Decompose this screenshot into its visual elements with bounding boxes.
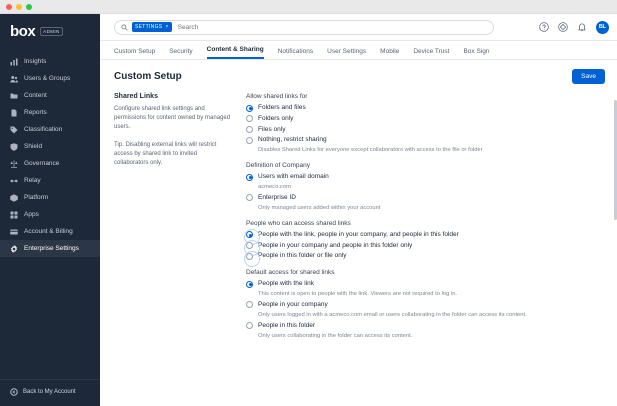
radio-icon[interactable]	[246, 242, 253, 249]
option-label: Folders and files	[258, 104, 306, 111]
sidebar-item-label: Governance	[24, 160, 60, 167]
sidebar-item-insights[interactable]	[0, 53, 100, 70]
shared-links-description: Configure shared link settings and permissions for content owned by managed users.	[114, 106, 231, 130]
option-people-with-link-company-and-folder[interactable]	[246, 231, 605, 239]
search-bar[interactable]	[114, 20, 494, 35]
section-title: People who can access shared links	[246, 219, 351, 227]
tab-security[interactable]: Security	[169, 48, 193, 55]
back-arrow-icon	[10, 388, 18, 396]
sidebar-item-label: Insights	[24, 58, 47, 65]
option-enterprise-id[interactable]	[246, 194, 605, 202]
tab-custom-setup[interactable]: Custom Setup	[114, 48, 156, 55]
brand[interactable]	[0, 14, 100, 51]
search-input[interactable]	[176, 23, 487, 32]
option-label: People with the link, people in your company, and people in this folder	[258, 230, 459, 238]
sidebar-item-account-billing[interactable]	[0, 223, 100, 240]
scale-icon	[10, 160, 18, 168]
search-icon	[121, 24, 128, 31]
settings-options-panel	[246, 93, 605, 348]
sidebar-item-reports[interactable]	[0, 104, 100, 121]
option-sublabel: acmeco.com	[258, 183, 291, 190]
sidebar-item-shield[interactable]	[0, 138, 100, 155]
radio-icon[interactable]	[246, 126, 253, 133]
close-icon[interactable]: ×	[165, 24, 169, 30]
sidebar-item-apps[interactable]	[0, 206, 100, 223]
option-nothing-restrict-sharing[interactable]	[246, 136, 605, 144]
users-icon	[10, 75, 18, 83]
shared-links-tip: Tip. Disabling external links will restrict access by shared link to invited collaborators only.	[114, 142, 217, 166]
sidebar-item-enterprise-settings[interactable]	[0, 240, 100, 257]
sidebar-item-label: Enterprise Settings	[24, 245, 79, 252]
document-icon	[10, 109, 18, 117]
save-button[interactable]: Save	[572, 69, 605, 84]
option-default-people-in-your-company[interactable]	[246, 301, 605, 309]
main-area	[100, 14, 617, 406]
tab-device-trust[interactable]: Device Trust	[413, 48, 450, 55]
section-title: Definition of Company	[246, 162, 310, 170]
app-body	[0, 14, 617, 406]
sidebar-item-content[interactable]	[0, 87, 100, 104]
radio-icon[interactable]	[246, 105, 253, 112]
option-label: People in this folder	[258, 321, 316, 329]
radio-icon[interactable]	[246, 253, 253, 260]
box-logo: box	[10, 23, 36, 40]
window-titlebar	[0, 0, 617, 14]
minimize-window-button[interactable]	[16, 4, 22, 10]
sidebar-item-label: Classification	[24, 126, 63, 133]
section-title: Allow shared links for	[246, 93, 308, 100]
vertical-scrollbar[interactable]	[614, 100, 617, 220]
tab-notifications[interactable]: Notifications	[277, 48, 314, 55]
page-header	[100, 60, 617, 91]
option-label: People in your company	[258, 300, 328, 308]
sidebar-item-label: Relay	[24, 177, 41, 184]
option-folder-or-file-only[interactable]	[246, 252, 605, 260]
radio-icon[interactable]	[246, 174, 253, 181]
section-default-access-for-shared-links	[246, 269, 605, 338]
help-icon[interactable]	[539, 22, 549, 32]
sidebar-item-label: Platform	[24, 194, 49, 201]
card-icon	[10, 228, 18, 236]
tag-icon	[10, 126, 18, 134]
option-sublabel: This content is open to people with the link. Viewers are not required to log in.	[258, 290, 458, 297]
section-people-who-can-access-shared-links	[246, 220, 605, 260]
sidebar-item-platform[interactable]	[0, 189, 100, 206]
option-label: Nothing, restrict sharing	[258, 136, 327, 144]
search-filter-chip[interactable]	[132, 22, 172, 32]
section-definition-of-company	[246, 162, 605, 211]
grid-icon	[10, 211, 18, 219]
tab-user-settings[interactable]: User Settings	[327, 48, 367, 55]
option-files-only[interactable]	[246, 126, 605, 134]
option-label: Folders only	[258, 114, 294, 122]
option-label: People in your company and people in this folder only	[258, 241, 413, 249]
radio-icon[interactable]	[246, 281, 253, 288]
sidebar-item-label: Reports	[24, 109, 47, 116]
option-folders-and-files[interactable]	[246, 104, 605, 112]
option-label: Users with email domain	[258, 173, 329, 181]
apps-icon[interactable]	[558, 22, 568, 32]
top-bar	[100, 14, 617, 41]
sidebar-item-governance[interactable]	[0, 155, 100, 172]
avatar[interactable]: BL	[596, 21, 609, 34]
tab-mobile[interactable]: Mobile	[380, 48, 400, 55]
section-title: Default access for shared links	[246, 269, 335, 277]
notifications-icon[interactable]	[577, 22, 587, 32]
option-label: Enterprise ID	[258, 193, 296, 201]
sidebar-item-label: Content	[24, 92, 47, 99]
option-sublabel: Disables Shared Links for everyone except collaborators with access to the file or folder	[258, 147, 483, 154]
radio-icon[interactable]	[246, 301, 253, 308]
sidebar-item-label: Users & Groups	[24, 75, 71, 82]
page-title: Custom Setup	[114, 71, 182, 82]
option-company-and-folder-only[interactable]	[246, 242, 605, 250]
tab-content-and-sharing[interactable]: Content & Sharing	[207, 46, 264, 59]
radio-icon[interactable]	[246, 194, 253, 201]
option-sublabel: Only users logged in with a acmeco.com email or users collaborating in the folder can access its content.	[258, 311, 527, 318]
shield-icon	[10, 143, 18, 151]
radio-icon[interactable]	[246, 115, 253, 122]
search-filter-chip-label: SETTINGS	[135, 24, 163, 30]
option-sublabel: Only users collaborating in the folder can access its content.	[258, 332, 413, 339]
option-default-people-in-this-folder[interactable]	[246, 322, 605, 330]
chart-icon	[10, 58, 18, 66]
option-label: People in this folder or file only	[258, 252, 347, 260]
maximize-window-button[interactable]	[26, 4, 32, 10]
radio-icon[interactable]	[246, 322, 253, 329]
sidebar-item-label: Shield	[24, 143, 43, 150]
back-to-my-account-label: Back to My Account	[23, 389, 76, 395]
radio-icon[interactable]	[246, 231, 253, 238]
admin-badge: ADMIN	[40, 27, 63, 36]
sidebar-item-label: Account & Billing	[24, 228, 73, 235]
sidebar-item-relay[interactable]	[0, 172, 100, 189]
section-allow-shared-links-for	[246, 93, 605, 153]
folder-icon	[10, 92, 18, 100]
sidebar-item-classification[interactable]	[0, 121, 100, 138]
settings-description-panel	[114, 93, 232, 348]
gear-icon	[10, 245, 18, 253]
close-window-button[interactable]	[6, 4, 12, 10]
cube-icon	[10, 194, 18, 202]
back-to-my-account-button[interactable]	[0, 379, 100, 406]
settings-content	[100, 91, 617, 348]
option-label: Files only	[258, 125, 286, 133]
option-default-people-with-the-link[interactable]	[246, 280, 605, 288]
tab-box-sign[interactable]: Box Sign	[463, 48, 490, 55]
sidebar-item-users-groups[interactable]	[0, 70, 100, 87]
shared-links-heading: Shared Links	[114, 93, 158, 100]
sidebar	[0, 14, 100, 406]
sidebar-item-label: Apps	[24, 211, 39, 218]
radio-icon[interactable]	[246, 137, 253, 144]
top-bar-actions	[539, 21, 609, 34]
tab-bar	[100, 41, 617, 60]
option-folders-only[interactable]	[246, 115, 605, 123]
option-label: People with the link	[258, 280, 315, 288]
relay-icon	[10, 177, 18, 185]
option-sublabel: Only managed users added within your account	[258, 204, 381, 211]
sidebar-nav	[0, 53, 100, 257]
option-users-with-email-domain[interactable]	[246, 173, 605, 181]
